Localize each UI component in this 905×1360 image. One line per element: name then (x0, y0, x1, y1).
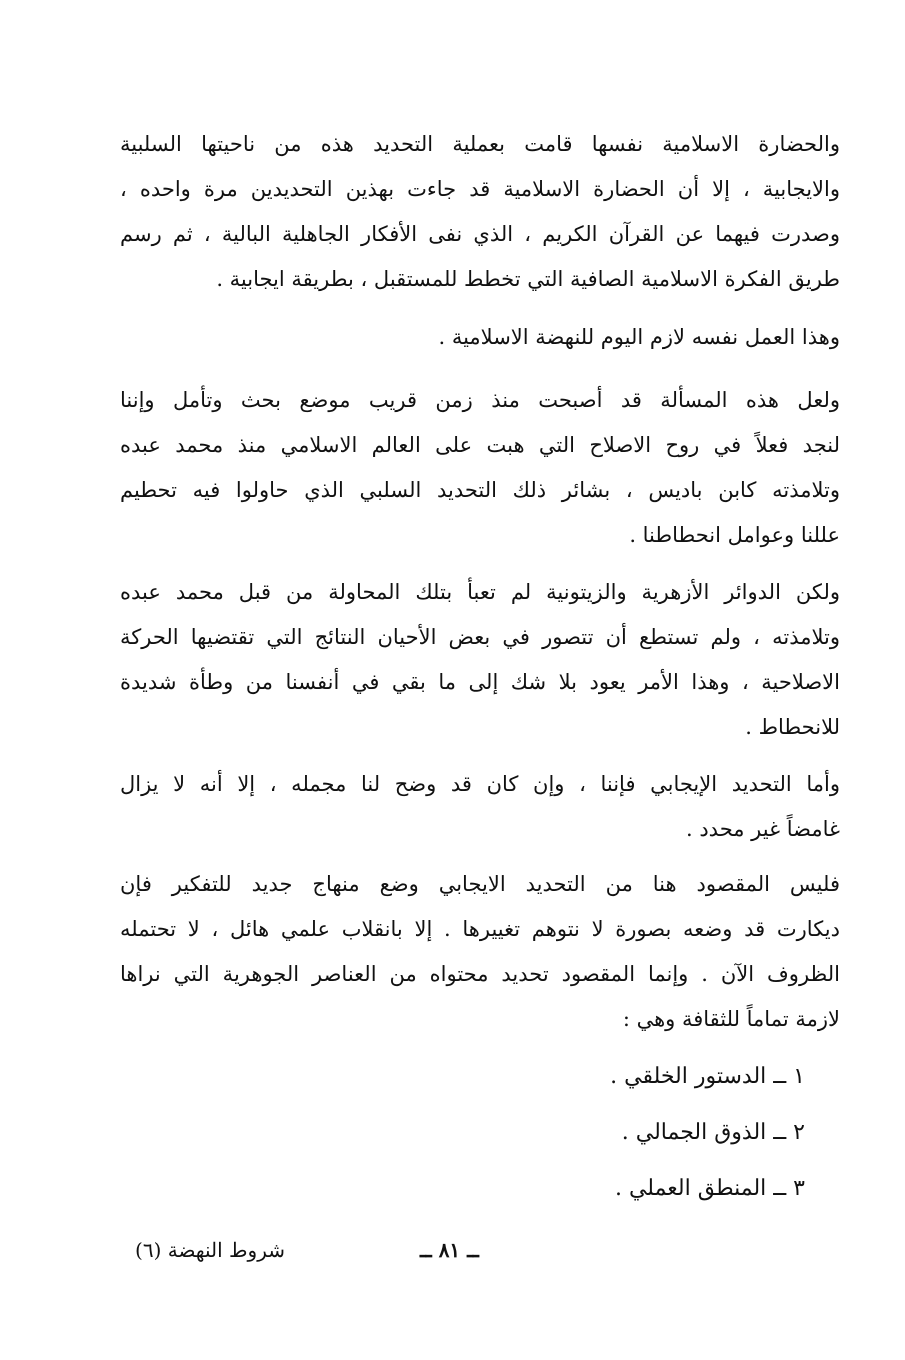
paragraph-2 (120, 315, 840, 360)
paragraph-5 (120, 762, 840, 852)
list-item: ١ ــ الدستور الخلقي . (610, 1064, 805, 1089)
paragraph-6 (120, 862, 840, 1042)
paragraph-line: والحضارة الاسلامية نفسها قامت بعملية التحديد هذه من ناحيتها السلبية (120, 132, 840, 156)
paragraph-line: لنجد فعلاً في روح الاصلاح التي هبت على العالم الاسلامي منذ محمد عبده (120, 433, 840, 457)
paragraph-line: لازمة تماماً للثقافة وهي : (622, 1007, 840, 1031)
paragraph-line: وتلامذته ، ولم تستطع أن تتصور في بعض الأحيان النتائج التي تقتضيها الحركة (120, 625, 840, 649)
paragraph-line: غامضاً غير محدد . (685, 817, 840, 841)
paragraph-line: فليس المقصود هنا من التحديد الايجابي وضع منهاج جديد للتفكير فإن (120, 872, 840, 896)
paragraph-line: وصدرت فيهما عن القرآن الكريم ، الذي نفى الأفكار الجاهلية البالية ، ثم رسم (120, 222, 840, 246)
paragraph-line: وتلامذته كابن باديس ، بشائر ذلك التحديد السلبي الذي حاولوا فيه تحطيم (120, 478, 840, 502)
paragraph-line: الاصلاحية ، وهذا الأمر يعود بلا شك إلى ما بقي في أنفسنا من وطأة شديدة (120, 670, 840, 694)
paragraph-line: والايجابية ، إلا أن الحضارة الاسلامية قد جاءت بهذين التحديدين مرة واحده ، (120, 177, 840, 201)
paragraph-4 (120, 570, 840, 750)
paragraph-3 (120, 378, 840, 558)
footer-book-title: شروط النهضة (٦) (135, 1238, 285, 1262)
paragraph-line: الظروف الآن . وإنما المقصود تحديد محتواه من العناصر الجوهرية التي نراها (120, 962, 840, 986)
list-item: ٣ ــ المنطق العملي . (614, 1176, 805, 1201)
paragraph-line: وأما التحديد الإيجابي فإننا ، وإن كان قد وضح لنا مجمله ، إلا أنه لا يزال (120, 772, 840, 796)
paragraph-1 (120, 122, 840, 302)
list-item: ٢ ــ الذوق الجمالي . (621, 1120, 805, 1145)
paragraph-line: وهذا العمل نفسه لازم اليوم للنهضة الاسلامية . (438, 325, 840, 349)
page-number: ــ ٨١ ــ (420, 1238, 479, 1262)
paragraph-line: ديكارت قد وضعه بصورة لا نتوهم تغييرها . إلا بانقلاب علمي هائل ، لا تحتمله (120, 917, 840, 941)
paragraph-line: ولكن الدوائر الأزهرية والزيتونية لم تعبأ بتلك المحاولة من قبل محمد عبده (120, 580, 840, 604)
paragraph-line: ولعل هذه المسألة قد أصبحت منذ زمن قريب موضع بحث وتأمل وإننا (120, 388, 840, 412)
paragraph-line: عللنا وعوامل انحطاطنا . (629, 523, 840, 547)
paragraph-line: للانحطاط . (745, 715, 840, 739)
paragraph-line: طريق الفكرة الاسلامية الصافية التي تخطط للمستقبل ، بطريقة ايجابية . (216, 267, 840, 291)
